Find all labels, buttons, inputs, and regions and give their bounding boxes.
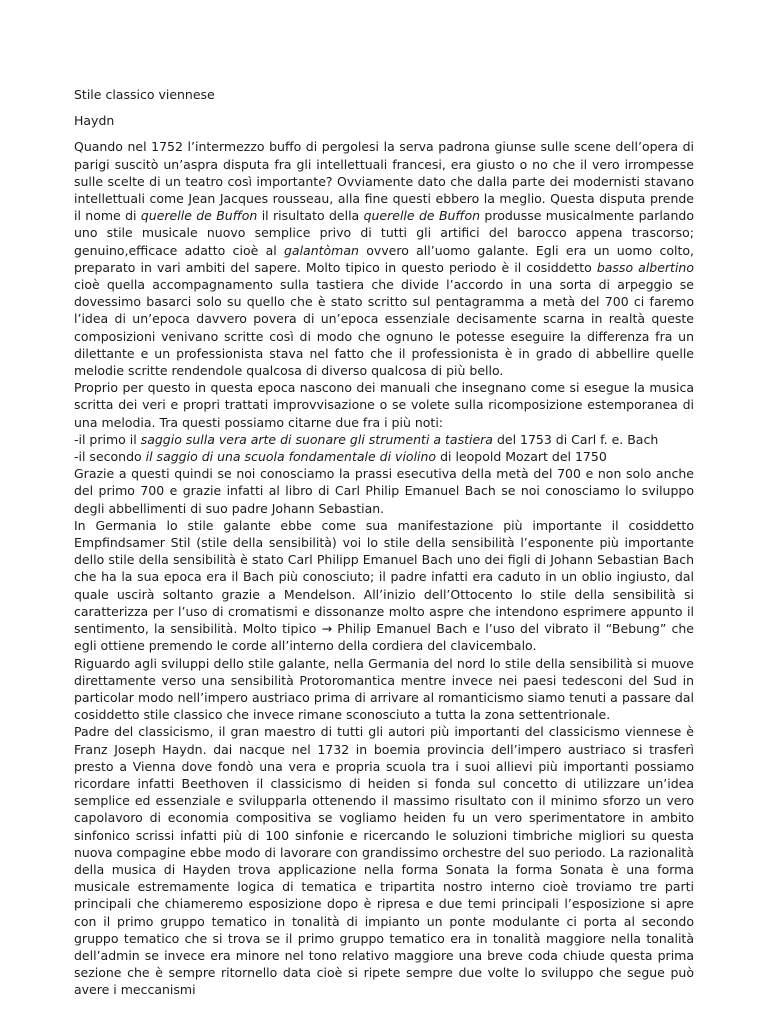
document-title: Stile classico viennese: [74, 87, 215, 102]
text-run: di leopold Mozart del 1750: [436, 449, 607, 465]
text-run: il risultato della: [257, 208, 364, 224]
italic-text: saggio sulla vera arte di suonare gli strumenti a tastiera: [140, 431, 493, 447]
text-run: Quando nel 1752 l’intermezzo buffo di pergolesi la serva padrona giunse sulle scene dell’opera di parigi suscitò un’aspra disputa fra gli intellettuali francesi, era giusto o no che il vero irrompesse sulle scelte di un teatro così importante? Ovviamente dato che dalla parte dei modernisti stavano intellettuali come Jean Jacques rousseau, alla fine questi ebbero la meglio. Questa disputa prende il nome di: [74, 139, 694, 224]
document-subtitle: Haydn: [74, 113, 115, 129]
text-run: cioè quella accompagnamento sulla tastiera che divide l’accordo in una sorta di arpeggio se dovessimo basarci solo su quello che è stato scritto sul pentagramma a metà del 700 ci faremo l’idea di un’epoca davvero povera di un’epoca essenziale decisamente scarna in realtà queste composizioni venivano scritte così di modo che ognuno le potesse eseguire la differenza fra un dilettante e un professionista stava nel fatto che il professionista è in grado di abbellire quelle melodie scritte rendendole qualcosa di diverso qualcosa di più bello.: [74, 277, 694, 379]
italic-text: il saggio di una scuola fondamentale di violino: [145, 449, 437, 465]
italic-text: querelle de Buffon: [363, 208, 481, 224]
italic-text: galantòman: [283, 242, 359, 258]
text-run: produsse musicalmente parlando uno stile musicale nuovo semplice privo di tutti gli artifici del barocco appena trascorso; genuino,efficace adatto cioè al: [74, 208, 694, 258]
text-run: del 1753 di Carl f. e. Bach: [492, 431, 659, 447]
list-item-secondo-saggio: [74, 448, 694, 465]
italic-text: querelle de Buffon: [140, 208, 258, 224]
paragraph-haydn: Padre del classicismo, il gran maestro di tutti gli autori più importanti del classicismo viennese è Franz Joseph Haydn. dai nacque nel 1732 in boemia provincia dell’impero austriaco si trasferì presto a Vienna dove fondò una vera e propria scuola tra i suoi allievi più importanti possiamo ricordare infatti Beethoven il classicismo di heiden si fonda sul concetto di utilizzare un’idea semplice ed essenziale e svilupparla ottenendo il massimo risultato con il minimo sforzo un vero capolavoro di economia compositiva se vogliamo heiden fu un vero sperimentatore in ambito sinfonico scrissi infatti più di 100 sinfonie e ricercando le soluzioni timbriche migliori su questa nuova compagine ebbe modo di lavorare con grandissimo orchestre del suo periodo. La razionalità della musica di Hayden trova applicazione nella forma Sonata la forma Sonata è una forma musicale estremamente logica di tematica e tripartita nostro interno cioè troviamo tre parti principali che chiameremo esposizione dopo è ripresa e due temi principali l’esposizione si apre con il primo gruppo tematico in tonalità di impianto un ponte modulante ci porta al secondo gruppo tematico che si trova se il primo gruppo tematico era in tonalità maggiore nella tonalità dell’admin se invece era minore nel tono relativo maggiore una breve coda chiude questa prima sezione che è sempre ritornello data cioè si ripete sempre due volte lo sviluppo che segue può avere i meccanismi: [74, 724, 694, 998]
paragraph-querelle: [74, 138, 694, 379]
list-item-primo-saggio: [74, 431, 694, 448]
paragraph-empfindsamer: In Germania lo stile galante ebbe come sua manifestazione più importante il cosiddetto Empfindsamer Stil (stile della sensibilità) voi lo stile della sensibilità l’esponente più importante dello stile della sensibilità è stato Carl Philipp Emanuel Bach uno dei figli di Johann Sebastian Bach che ha la sua epoca era il Bach più conosciuto; il padre infatti era caduto in un oblio ingiusto, dal quale uscirà soltanto grazie a Mendelson. All’inizio dell’Ottocento lo stile della sensibilità si caratterizza per l’uso di cromatismi e dissonanze molto aspre che intendono esprimere appunto il sentimento, la sensibilità. Molto tipico → Philip Emanuel Bach e l’uso del vibrato il “Bebung” che egli ottiene premendo le corde all’interno della cordiera del clavicembalo.: [74, 517, 694, 654]
paragraph-manuali: Proprio per questo in questa epoca nascono dei manuali che insegnano come si esegue la musica scritta dei veri e propri trattati improvvisazione o se volete sulla ricomposizione estemporanea di una melodia. Tra questi possiamo citarne due fra i più noti:: [74, 380, 694, 430]
text-run: ovvero all’uomo galante. Egli era un uomo colto, preparato in vari ambiti del sapere. Molto tipico in questo periodo è il cosiddetto: [74, 242, 694, 275]
text-run: -il primo il: [74, 431, 141, 447]
paragraph-stile-galante: Riguardo agli sviluppi dello stile galante, nella Germania del nord lo stile della sensibilità si muove direttamente verso una sensibilità Protoromantica mentre invece nei paesi tedesconi del Sud in particolar modo nell’impero austriaco prima di arrivare al romanticismo siamo tenuti a passare dal cosiddetto stile classico che invece rimane sconosciuto a tutta la zona settentrionale.: [74, 655, 694, 723]
italic-text: basso albertino: [596, 259, 695, 275]
text-run: -il secondo: [74, 449, 146, 465]
paragraph-prassi: Grazie a questi quindi se noi conosciamo la prassi esecutiva della metà del 700 e non solo anche del primo 700 e grazie infatti al libro di Carl Philip Emanuel Bach se noi conosciamo lo sviluppo degli abbellimenti di suo padre Johann Sebastian.: [74, 466, 694, 516]
document-page: [74, 86, 694, 999]
